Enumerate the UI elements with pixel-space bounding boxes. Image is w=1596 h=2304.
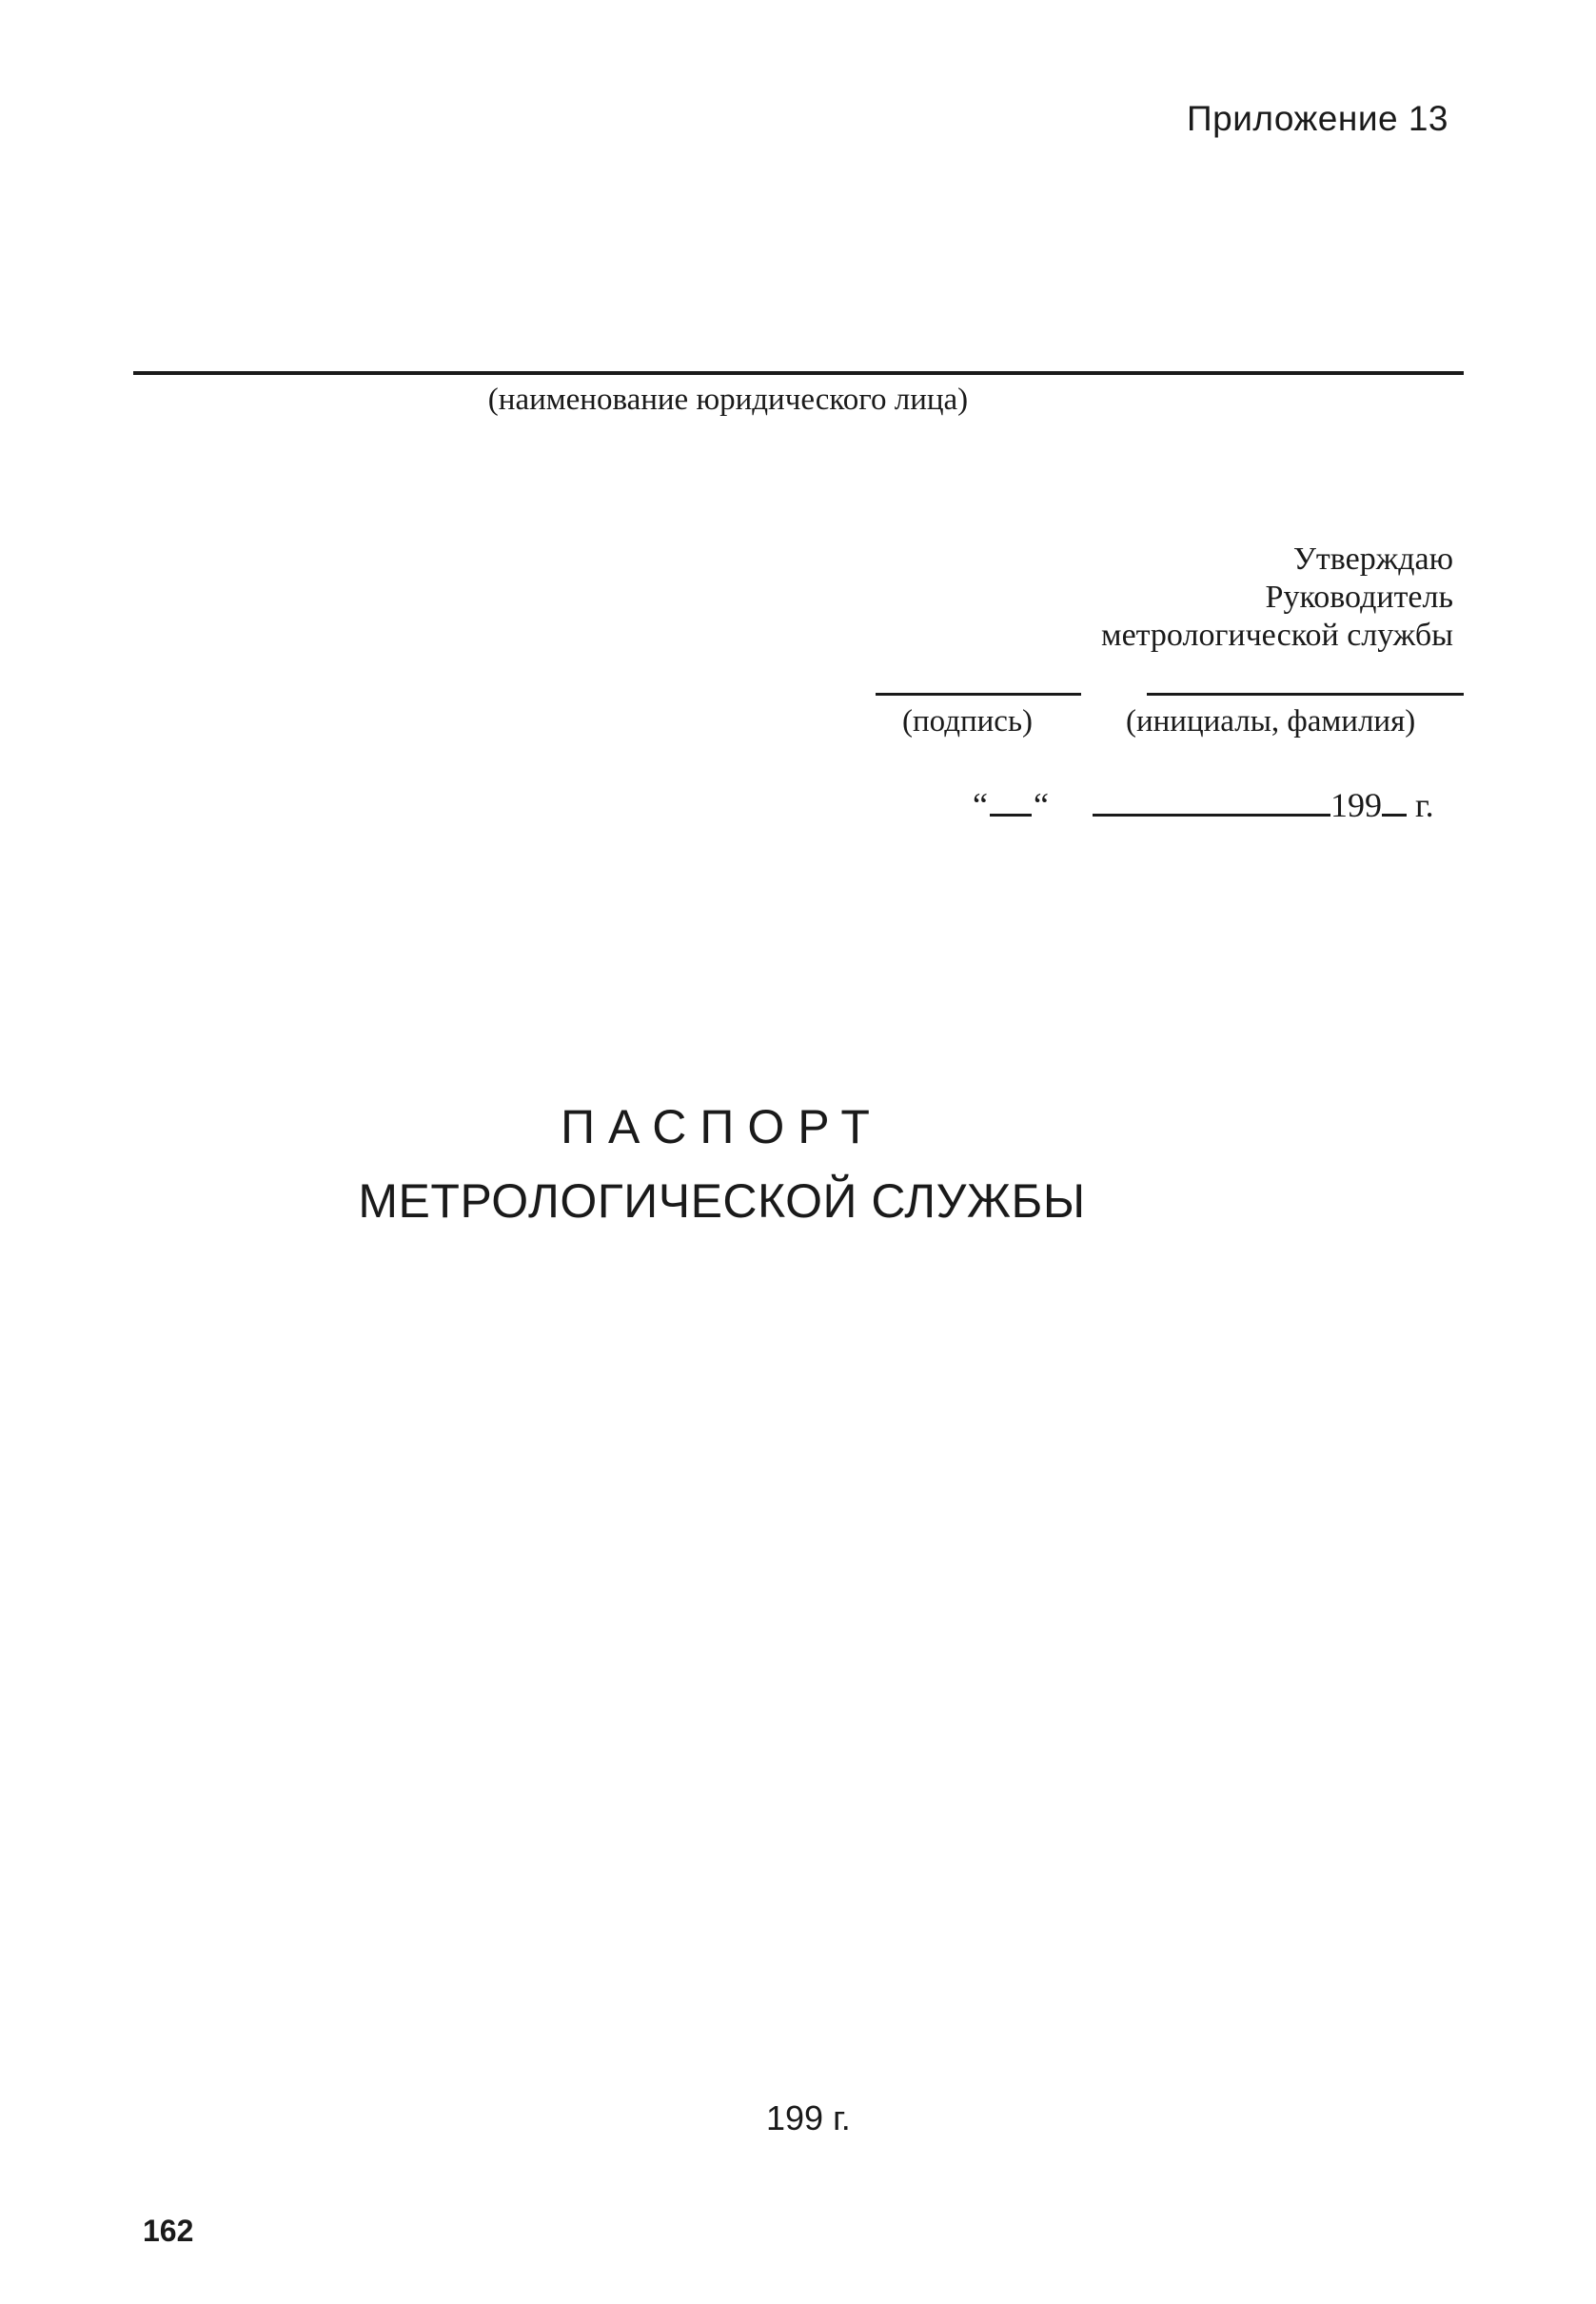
date-year-prefix: 199 [1330, 786, 1382, 824]
organization-name-caption: (наименование юридического лица) [487, 383, 969, 417]
approval-line-approve: Утверждаю [1292, 542, 1453, 577]
name-caption: (инициалы, фамилия) [1126, 704, 1416, 738]
document-subtitle: МЕТРОЛОГИЧЕСКОЙ СЛУЖБЫ [358, 1174, 1086, 1228]
approval-line-head: Руководитель [1265, 580, 1453, 615]
date-day-blank [990, 789, 1032, 817]
date-month-blank [1093, 789, 1330, 817]
date-year-blank [1382, 789, 1407, 817]
organization-name-line [133, 371, 1464, 375]
name-line [1147, 693, 1464, 696]
date-close-quote: “ [1033, 786, 1049, 824]
page-number: 162 [143, 2214, 194, 2248]
appendix-label: Приложение 13 [1187, 99, 1448, 138]
document-year: 199 г. [766, 2098, 851, 2137]
signature-caption: (подпись) [902, 704, 1033, 738]
approval-date [973, 785, 1434, 825]
approval-line-service: метрологической службы [1101, 618, 1453, 653]
signature-line [876, 693, 1081, 696]
date-year-suffix: г. [1414, 786, 1434, 824]
date-open-quote: “ [973, 786, 988, 824]
document-title: ПАСПОРТ [561, 1100, 883, 1153]
approval-block [1101, 541, 1453, 655]
